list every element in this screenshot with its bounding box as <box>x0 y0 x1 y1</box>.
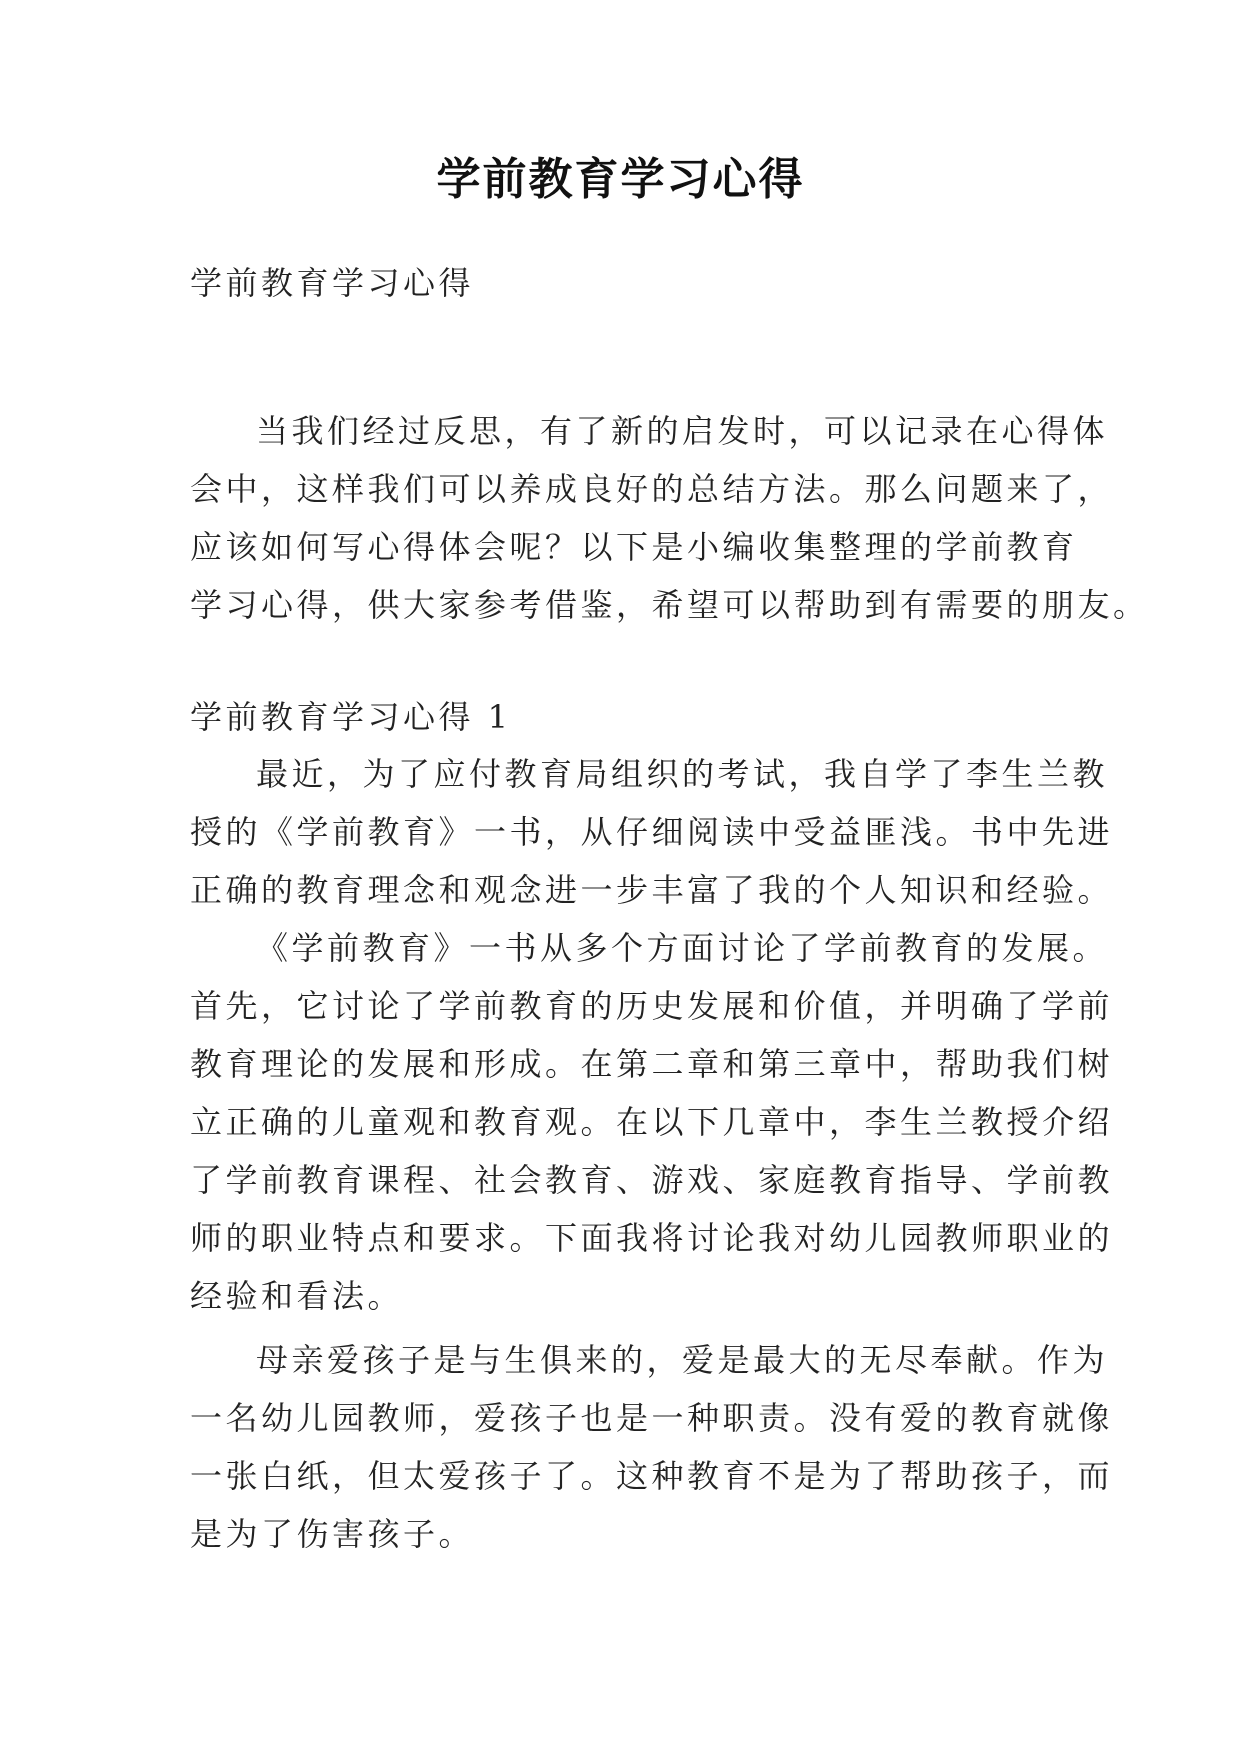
paragraph-line: 授的《学前教育》一书，从仔细阅读中受益匪浅。书中先进 <box>190 813 1114 851</box>
paragraph-line: 正确的教育理念和观念进一步丰富了我的个人知识和经验。 <box>190 871 1114 909</box>
paragraph-line: 了学前教育课程、社会教育、游戏、家庭教育指导、学前教 <box>190 1161 1114 1199</box>
paragraph-line: 《学前教育》一书从多个方面讨论了学前教育的发展。 <box>256 929 1109 967</box>
paragraph-line: 母亲爱孩子是与生俱来的，爱是最大的无尽奉献。作为 <box>256 1341 1109 1379</box>
paragraph-line: 师的职业特点和要求。下面我将讨论我对幼儿园教师职业的 <box>190 1219 1114 1257</box>
paragraph-line: 一名幼儿园教师，爱孩子也是一种职责。没有爱的教育就像 <box>190 1399 1114 1437</box>
paragraph-line: 首先，它讨论了学前教育的历史发展和价值，并明确了学前 <box>190 987 1114 1025</box>
paragraph-line: 是为了伤害孩子。 <box>190 1515 475 1553</box>
paragraph-line: 教育理论的发展和形成。在第二章和第三章中，帮助我们树 <box>190 1045 1114 1083</box>
paragraph-line: 经验和看法。 <box>190 1277 404 1315</box>
document-subtitle: 学前教育学习心得 <box>190 264 475 302</box>
intro-line: 学习心得，供大家参考借鉴，希望可以帮助到有需要的朋友。 <box>190 586 1149 624</box>
paragraph-line: 最近，为了应付教育局组织的考试，我自学了李生兰教 <box>256 755 1109 793</box>
paragraph-line: 立正确的儿童观和教育观。在以下几章中，李生兰教授介绍 <box>190 1103 1114 1141</box>
intro-line: 当我们经过反思，有了新的启发时，可以记录在心得体 <box>256 412 1109 450</box>
intro-line: 会中，这样我们可以养成良好的总结方法。那么问题来了， <box>190 470 1114 508</box>
document-title: 学前教育学习心得 <box>436 154 805 205</box>
section-heading: 学前教育学习心得 1 <box>190 698 512 736</box>
paragraph-line: 一张白纸，但太爱孩子了。这种教育不是为了帮助孩子，而 <box>190 1457 1114 1495</box>
intro-line: 应该如何写心得体会呢？以下是小编收集整理的学前教育 <box>190 528 1078 566</box>
